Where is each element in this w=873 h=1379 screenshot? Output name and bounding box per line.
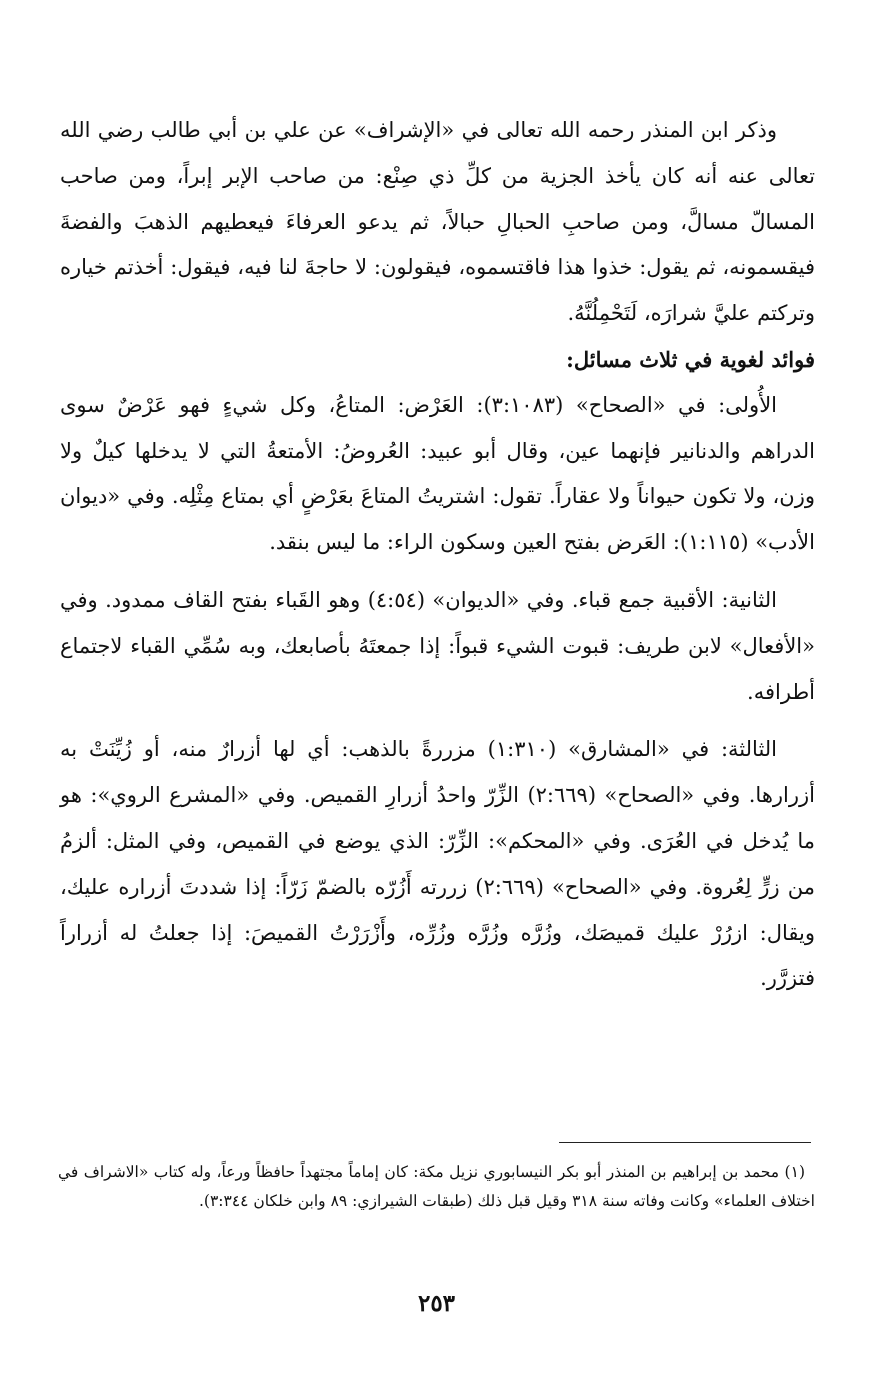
first-issue-paragraph: الأُولى: في «الصحاح» (٣:١٠٨٣): العَرْض: المتاعُ، وكل شيءٍ فهو عَرْضٌ سوى الدراهم والدنانير فإنهما عين، وقال أبو عبيد: العُروضُ: الأمتعةُ التي لا يدخلها كيلٌ ولا وزن، ولا تكون حيواناً ولا عقاراً. تقول: اشتريتُ المتاعَ بعَرْضٍ أي بمتاع مِثْلِه. وفي «ديوان الأدب» (١:١١٥): العَرض بفتح العين وسكون الراء: ما ليس بنقد.	[60, 392, 815, 555]
main-text	[60, 108, 815, 1002]
footnote-text: (١) محمد بن إبراهيم بن المنذر أبو بكر النيسابوري نزيل مكة: كان إماماً مجتهداً حافظاً ورعاً، وله كتاب «الاشراف في اختلاف العلماء» وكانت وفاته سنة ٣١٨ وقيل قبل ذلك (طبقات الشيرازي: ٨٩ وابن خلكان ٣:٣٤٤).	[58, 1163, 815, 1210]
intro-paragraph: وذكر ابن المنذر رحمه الله تعالى في «الإشراف» عن علي بن أبي طالب رضي الله تعالى عنه أنه كان يأخذ الجزية من كلِّ ذي صِنْع: من صاحب الإبر إبراً، ومن صاحب المسالّ مسالَّ، ومن صاحبِ الحبالِ حبالاً، ثم يدعو العرفاءَ فيعطيهم الذهبَ والفضةَ فيقسمونه، ثم يقول: خذوا هذا فاقتسموه، فيقولون: لا حاجةَ لنا فيه، فيقول: أخذتم خياره وتركتم عليَّ شرارَه، لَتَحْمِلُنَّهُ.	[60, 118, 815, 326]
third-issue-paragraph: الثالثة: في «المشارق» (١:٣١٠) مزررةً بالذهب: أي لها أزرارٌ منه، أو زُيِّنَتْ به أزرارها. وفي «الصحاح» (٢:٦٦٩) الزِّرّ واحدُ أزرارِ القميص. وفي «المشرع الروي»: هو ما يُدخل في العُرَى. وفي «المحكم»: الزِّرّ: الذي يوضع في القميص، وفي المثل: ألزمُ من زرٍّ لِعُروة. وفي «الصحاح» (٢:٦٦٩) زررته أَزُرّه بالضمّ زَرّاً: إذا شددتَ أزراره عليك، ويقال: ازرُرْ عليك قميصَك، وزُرَّه وزُرَّه وزُرِّه، وأَزْرَرْتُ القميصَ: إذا جعلتُ له أزراراً فتزرَّر.	[60, 737, 815, 991]
section-heading: فوائد لغوية في ثلاث مسائل:	[566, 346, 815, 372]
footnote	[58, 1158, 815, 1216]
second-issue-paragraph: الثانية: الأقبية جمع قباء. وفي «الديوان» (٤:٥٤) وهو القَباء بفتح القاف ممدود. وفي «الأفعال» لابن طريف: قبوت الشيء قبواً: إذا جمعتَهُ بأصابعك، وبه سُمِّي القباء لاجتماع أطرافه.	[60, 587, 815, 704]
footnote-divider	[559, 1142, 811, 1143]
page-number: ٢٥٣	[417, 1290, 456, 1317]
